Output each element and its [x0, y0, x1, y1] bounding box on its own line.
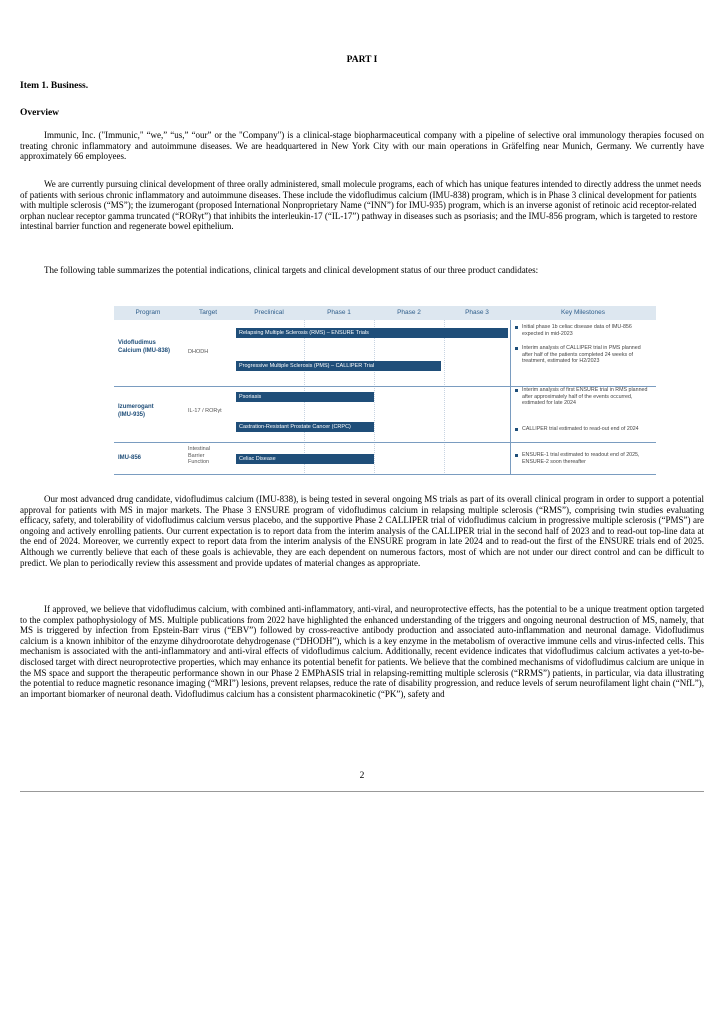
- header-target: Target: [182, 306, 235, 320]
- program-imu-856: IMU-856: [118, 455, 142, 461]
- paragraph-vidofludimus-mechanism: If approved, we believe that vidofludimus calcium, with combined anti-inflammatory, anti-viral, and neuroprotective effects, has the potential to be a unique treatment option targeted to the complex pathophysiology of MS. Multiple publications from 2022 have highlighted the enhanced understanding of the triggers and ongoing neuronal destruction of MS, namely, that MS is triggered by infection from Epstein-Barr virus (“EBV”) followed by cross-reactive antibody production and associated auto-inflammation and neuronal damage. Vidofludimus calcium is a known inhibitor of the enzyme dihydroorotate dehydrogenase (“DHODH”), which is a key enzyme in the metabolism of overactive immune cells and virus-infected cells. This mechanism is associated with the anti-inflammatory and anti-viral effects of vidofludimus calcium. Additionally, recent evidence indicates that vidofludimus calcium activates a yet-to-be-disclosed target with direct neuroprotective properties, which may enhance its potential benefit for patients. We believe that the combined mechanisms of vidofludimus calcium are unique in the MS space and support the therapeutic performance shown in our Phase 2 EMPhASIS trial in relapsing-remitting multiple sclerosis (“RRMS”) patients, in particular, via data illustrating the potential to reduce magnetic resonance imaging (“MRI”) lesions, prevent relapses, reduce the rate of disability progression, and reduce levels of serum neurofilament light chain (“NfL”), an important biomarker of neuronal death. Vidofludimus calcium has a consistent pharmacokinetic (“PK”), safety and: [20, 604, 704, 699]
- item-heading: Item 1. Business.: [20, 81, 89, 91]
- bullet-icon: [515, 454, 518, 457]
- header-key-milestones: Key Milestones: [510, 306, 656, 320]
- header-program: Program: [114, 306, 183, 320]
- header-phase-1: Phase 1: [304, 306, 375, 320]
- milestone-item: [514, 452, 652, 465]
- footer-rule: [20, 791, 704, 792]
- bullet-icon: [515, 326, 518, 329]
- milestone-item: [514, 387, 652, 407]
- bullet-icon: [515, 428, 518, 431]
- part-heading: PART I: [346, 55, 378, 65]
- milestone-text: Interim analysis of first ENSURE trial in RMS planned after approximately half of the events occurred, estimated for late 2024: [522, 387, 648, 407]
- header-preclinical: Preclinical: [234, 306, 305, 320]
- paragraph-programs: We are currently pursuing clinical development of three orally administered, small molecule programs, each of which has unique features intended to directly address the unmet needs of patients with serious chronic inflammatory and autoimmune diseases. These include the vidofludimus calcium (IMU-838) program, which is in Phase 3 clinical development for patients with multiple sclerosis (“MS”); the izumerogant (proposed International Nonproprietary Name (“INN”) for IMU-935) program, which is an inverse agonist of retinoic acid receptor-related orphan nuclear receptor gamma truncated (“RORγt”) that inhibits the interleukin-17 (“IL-17”) pathway in diseases such as psoriasis; and the IMU-856 program, which is targeted to restore intestinal barrier function and regenerate bowel epithelium.: [20, 179, 702, 232]
- divider: [510, 320, 511, 475]
- paragraph-company-intro: Immunic, Inc. ("Immunic," “we,” “us,” “our” or the "Company") is a clinical-stage biopharmaceutical company with a pipeline of selective oral immunology therapies focused on treating chronic inflammatory and autoimmune diseases. We are headquartered in New York City with our main operations in Gräfelfing near Munich, Germany. We currently have approximately 66 employees.: [20, 130, 704, 162]
- bar-psoriasis: Psoriasis: [236, 392, 374, 402]
- target-il17: IL-17 / RORγt: [188, 408, 222, 414]
- paragraph-vidofludimus-trials: Our most advanced drug candidate, vidofludimus calcium (IMU-838), is being tested in several ongoing MS trials as part of its overall clinical program in order to support a potential approval for patients with MS in major markets. The Phase 3 ENSURE program of vidofludimus calcium in relapsing multiple sclerosis (“RMS”), comprising twin studies evaluating efficacy, safety, and tolerability of vidofludimus calcium versus placebo, and the supportive Phase 2 CALLIPER trial of vidofludimus calcium in progressive multiple sclerosis (“PMS”) are ongoing and actively enrolling patients. Our current expectation is to report data from the interim analysis of the CALLIPER trial in the second half of 2023 and to read-out top-line data at the end of 2024. Moreover, we currently expect to report data from the interim analysis of the ENSURE program in late 2024 and to read-out the first of the ENSURE trials end of 2025. Although we currently believe that each of these goals is achievable, they are each dependent on numerous factors, most of which are not under our direct control and can be difficult to predict. We plan to periodically review this assessment and provide updates of material changes as appropriate.: [20, 494, 704, 568]
- program-izumerogant: Izumerogant (IMU-935): [118, 404, 154, 418]
- bullet-icon: [515, 389, 518, 392]
- divider: [374, 320, 375, 475]
- row-divider: [114, 442, 656, 443]
- bullet-icon: [515, 347, 518, 350]
- page-number: 2: [359, 771, 365, 781]
- target-intestinal-barrier: Intestinal Barrier Function: [188, 446, 211, 465]
- overview-heading: Overview: [20, 108, 60, 118]
- target-dhodh: DHODH: [188, 349, 209, 355]
- header-phase-2: Phase 2: [374, 306, 445, 320]
- pipeline-table: [114, 306, 656, 475]
- milestone-item: [514, 324, 652, 337]
- row-divider: [114, 474, 656, 475]
- program-vidofludimus: Vidofludimus Calcium (IMU-838): [118, 340, 171, 354]
- bar-rms-ensure: Relapsing Multiple Sclerosis (RMS) – ENSURE Trials: [236, 328, 508, 338]
- milestone-text: CALLIPER trial estimated to read-out end of 2024: [522, 426, 639, 432]
- milestone-item: [514, 345, 652, 365]
- paragraph-table-intro: The following table summarizes the potential indications, clinical targets and clinical development status of our three product candidates:: [44, 265, 539, 275]
- bar-celiac: Celiac Disease: [236, 454, 374, 464]
- milestone-item: [514, 426, 652, 433]
- milestone-text: ENSURE-1 trial estimated to readout end of 2025, ENSURE-2 soon thereafter: [522, 452, 640, 465]
- milestone-text: Initial phase 1b celiac disease data of IMU-856 expected in mid-2023: [522, 324, 632, 337]
- header-phase-3: Phase 3: [444, 306, 511, 320]
- divider: [444, 320, 445, 475]
- bar-crpc: Castration-Resistant Prostate Cancer (CRPC): [236, 422, 374, 432]
- bar-pms-calliper: Progressive Multiple Sclerosis (PMS) – CALLIPER Trial: [236, 361, 441, 371]
- milestone-text: Interim analysis of CALLIPER trial in PMS planned after half of the patients completed 24 weeks of treatment, estimated for H2/2023: [522, 345, 641, 365]
